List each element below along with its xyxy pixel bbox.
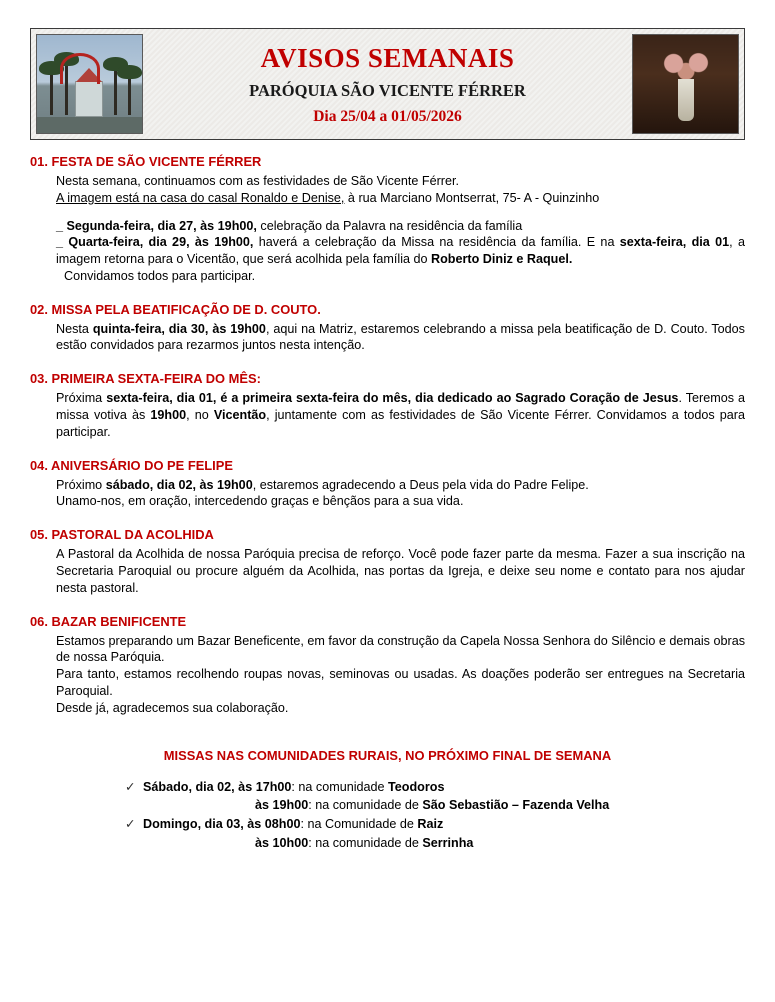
church-photo [36, 34, 143, 134]
text-pre: Próxima [56, 391, 107, 406]
spacer [30, 354, 745, 370]
schedule-bold: sexta-feira, dia 01 [619, 235, 730, 250]
notice-title: 02. MISSA PELA BEATIFICAÇÃO DE D. COUTO. [30, 301, 321, 317]
church-building-icon [75, 81, 103, 117]
schedule-text: haverá a celebração da Missa na residência da família. E na [253, 235, 615, 250]
notice-item-04 [30, 457, 745, 511]
text-pre: Próximo [56, 477, 106, 492]
schedule-bold: Domingo, dia 03, às 08h00 [143, 816, 301, 831]
text-mid: : na Comunidade de [300, 816, 418, 831]
check-icon: ✓ [125, 816, 136, 831]
notice-title: 05. PASTORAL DA ACOLHIDA [30, 527, 214, 543]
address-rest: à rua Marciano Montserrat, 75- A - Quinzinho [344, 190, 600, 205]
notice-paragraph: Desde já, agradecemos sua colaboração. [56, 700, 289, 715]
list-item [125, 816, 745, 833]
notice-closing: Convidamos todos para participar. [64, 268, 256, 283]
time-bold: às 19h00 [255, 798, 309, 813]
notice-item-06 [30, 613, 745, 717]
notice-paragraph: Estamos preparando um Bazar Beneficente, em favor da construção da Capela Nossa Senhora do Silêncio e demais obras de nossa Paróquia. [56, 633, 745, 665]
notice-body [56, 321, 745, 354]
notice-paragraph: A Pastoral da Acolhida de nossa Paróquia precisa de reforço. Você pode fazer parte da mesma. Fazer a sua inscrição na Secretaria Paroquial ou procure alguém da Acolhida, nas portas da Igreja, e deixe seu nome e contato para nos ajudar nesta pastoral. [56, 547, 745, 595]
text-mid: : na comunidade de [308, 798, 423, 813]
text-post: , aqui na Matriz, estaremos celebrando a missa pela beatificação de D. Couto. Todos estão convidados para rezarmos juntos nesta intenção. [56, 321, 745, 353]
text-mid: : na comunidade [291, 779, 389, 794]
schedule-text: , a imagem retorna para o Vicentão, que será acolhida pela família do [56, 235, 745, 267]
notice-paragraph: Nesta semana, continuamos com as festividades de São Vicente Férrer. [56, 174, 459, 189]
text-post: , estaremos agradecendo a Deus pela vida do Padre Felipe. [252, 477, 589, 492]
rural-mass-text [143, 816, 745, 833]
schedule-text: celebração da Palavra na residência da família [256, 218, 523, 233]
notice-paragraph: Para tanto, estamos recolhendo roupas novas, seminovas ou usadas. As doações poderão ser entregues na Secretaria Paroquial. [56, 667, 745, 698]
spacer [30, 441, 745, 457]
list-item [125, 779, 745, 796]
header-banner [30, 28, 745, 140]
palm-tree-icon [114, 66, 117, 115]
rural-masses-title: MISSAS NAS COMUNIDADES RURAIS, NO PRÓXIMO FINAL DE SEMANA [163, 748, 612, 764]
spacer [30, 736, 745, 747]
spacer [30, 716, 745, 736]
time-bold: às 10h00 [255, 835, 309, 850]
notice-title: 01. FESTA DE SÃO VICENTE FÉRRER [30, 154, 262, 169]
schedule-bold: sexta-feira, dia 01, é a primeira sexta-feira do mês, dia dedicado ao Sagrado Coração de Jesus [106, 391, 679, 406]
text-mid2: , no [186, 408, 214, 423]
rural-mass-text [143, 779, 745, 796]
notice-item-01 [30, 153, 745, 285]
notice-paragraph [56, 218, 745, 235]
schedule-bold: _ Quarta-feira, dia 29, às 19h00, [56, 235, 254, 250]
schedule-bold: sábado, dia 02, às 19h00 [105, 477, 253, 492]
notice-paragraph [56, 477, 745, 494]
schedule-bold: Sábado, dia 02, às 17h00 [143, 779, 292, 794]
rural-masses-list [125, 779, 745, 852]
community-name: Serrinha [422, 835, 474, 850]
rural-mass-subrow [255, 835, 745, 852]
text-mid: : na comunidade de [308, 835, 423, 850]
palm-tree-icon [50, 70, 53, 115]
text-post: , juntamente com as festividades de São Vicente Férrer. Convidamos a todos para participar. [56, 408, 745, 439]
check-icon: ✓ [125, 779, 136, 794]
parish-name: PARÓQUIA SÃO VICENTE FÉRRER [249, 80, 526, 100]
notice-body [56, 173, 745, 284]
community-name: Raiz [417, 816, 444, 831]
notice-title: 03. PRIMEIRA SEXTA-FEIRA DO MÊS: [30, 371, 261, 387]
community-name: Teodoros [388, 779, 445, 794]
header-text-block [143, 34, 632, 134]
schedule-bold: _ Segunda-feira, dia 27, às 19h00, [56, 218, 257, 233]
notice-body [56, 546, 745, 596]
flowers-photo [632, 34, 739, 134]
spacer [30, 285, 745, 301]
notice-item-02 [30, 301, 745, 355]
notice-item-03 [30, 370, 745, 440]
spacer [56, 207, 745, 218]
notice-body [56, 390, 745, 440]
notice-title: 04. ANIVERSÁRIO DO PE FELIPE [30, 457, 233, 473]
date-range: Dia 25/04 a 01/05/2026 [313, 107, 462, 125]
rural-masses-section [30, 747, 745, 851]
photo-ground [37, 117, 142, 133]
place-bold: Vicentão [213, 408, 267, 423]
red-arch-mark-icon [60, 53, 100, 84]
spacer [30, 510, 745, 526]
notice-title: 06. BAZAR BENIFICENTE [30, 613, 187, 629]
highlighted-address: A imagem está na casa do casal Ronaldo e Denise, [56, 190, 345, 205]
rural-mass-subrow [255, 797, 745, 814]
notice-paragraph [56, 321, 745, 354]
notices-content [30, 140, 745, 851]
spacer [30, 597, 745, 613]
palm-tree-icon [128, 74, 131, 115]
notice-paragraph [56, 390, 745, 440]
schedule-bold: quinta-feira, dia 30, às 19h00 [92, 321, 266, 336]
notice-paragraph [56, 190, 745, 207]
notice-paragraph: Unamo-nos, em oração, intercedendo graças e bênçãos para a sua vida. [56, 494, 464, 509]
time-bold: 19h00 [150, 408, 187, 423]
text-mid: . Teremos a missa votiva às [56, 391, 746, 423]
notice-body [56, 633, 745, 717]
family-name: Roberto Diniz e Raquel. [431, 252, 573, 267]
notice-body [56, 477, 745, 510]
notice-item-05 [30, 526, 745, 596]
notice-paragraph [56, 234, 745, 267]
text-pre: Nesta [56, 321, 93, 336]
bouquet-stem-icon [678, 79, 694, 121]
community-name: São Sebastião – Fazenda Velha [422, 798, 610, 813]
page-title: AVISOS SEMANAIS [260, 42, 515, 73]
